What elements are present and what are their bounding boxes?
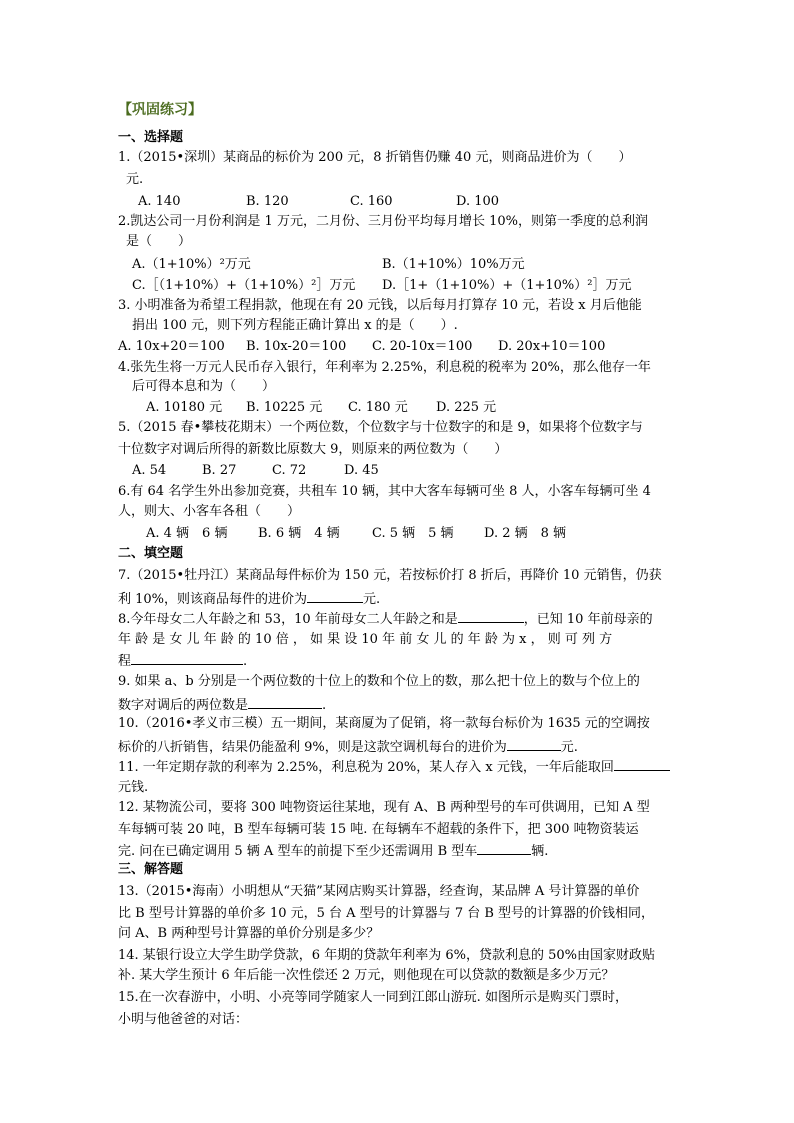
question-2-line-1: 2.凯达公司一月份利润是 1 万元，二月份、三月份平均每月增长 10%，则第一季度的总利润 bbox=[118, 214, 648, 229]
question-14-line-1: 14. 某银行设立大学生助学贷款，6 年期的贷款年利率为 6%，贷款利息的 50%由国家财政贴 bbox=[118, 948, 655, 963]
question-6-option-d: D. 2 辆 8 辆 bbox=[484, 526, 567, 541]
question-8-line-1 bbox=[118, 608, 653, 628]
question-6-option-a: A. 4 辆 6 辆 bbox=[146, 526, 228, 541]
question-9-line-1: 9. 如果 a、b 分别是一个两位数的十位上的数和个位上的数，那么把十位上的数与个位上的 bbox=[118, 674, 640, 689]
question-7-line-2 bbox=[118, 588, 380, 608]
question-4-option-c: C. 180 元 bbox=[348, 400, 408, 415]
question-8-text-3: . bbox=[243, 654, 248, 669]
question-2-line-2: 是（ ） bbox=[126, 234, 192, 249]
question-1-line-2: 元. bbox=[126, 172, 144, 187]
question-12-line-1: 12. 某物流公司，要将 300 吨物资运往某地，现有 A、B 两种型号的车可供调用，已知 A 型 bbox=[118, 800, 650, 815]
question-3-line-2: 捐出 100 元，则下列方程能正确计算出 x 的是（ ）. bbox=[132, 318, 458, 333]
question-11-line-2: 元钱. bbox=[118, 780, 149, 795]
question-2-option-b: B.（1+10%）10%万元 bbox=[382, 257, 525, 272]
question-10-line-2 bbox=[118, 736, 578, 756]
question-12-line-2: 车每辆可装 20 吨，B 型车每辆可装 15 吨. 在每辆车不超载的条件下，把 300 吨物资装运 bbox=[118, 822, 639, 837]
question-12-text-end: 辆. bbox=[531, 844, 549, 859]
question-5-option-b: B. 27 bbox=[202, 463, 237, 478]
question-1-line-1: 1.（2015•深圳）某商品的标价为 200 元，8 折销售仍赚 40 元，则商品进价为（ ） bbox=[118, 150, 632, 165]
question-9-text-end: . bbox=[322, 698, 327, 713]
question-13-line-2: 比 B 型号计算器的单价多 10 元，5 台 A 型号的计算器与 7 台 B 型号的计算器的价钱相同， bbox=[118, 906, 655, 921]
question-1-option-c: C. 160 bbox=[350, 194, 393, 209]
question-12-blank bbox=[477, 840, 531, 855]
question-9-line-2 bbox=[118, 694, 326, 714]
question-12-text: 完. 问在已确定调用 5 辆 A 型车的前提下至少还需调用 B 型车 bbox=[118, 844, 478, 859]
question-3-option-c: C. 20-10x＝100 bbox=[372, 339, 473, 354]
question-13-line-3: 问 A、B 两种型号计算器的单价分别是多少？ bbox=[118, 926, 380, 941]
question-1-option-d: D. 100 bbox=[456, 194, 500, 209]
question-8-text-2: 程 bbox=[118, 654, 132, 669]
question-6-option-b: B. 6 辆 4 辆 bbox=[258, 526, 340, 541]
question-8-text: 8.今年母女二人年龄之和 53，10 年前母女二人年龄之和是 bbox=[118, 612, 458, 627]
question-7-text-end: 元. bbox=[363, 592, 381, 607]
question-14-line-2: 补. 某大学生预计 6 年后能一次性偿还 2 万元，则他现在可以贷款的数额是多少万元？ bbox=[118, 968, 615, 983]
question-3-option-b: B. 10x-20＝100 bbox=[246, 339, 347, 354]
question-2-option-d: D.［1+（1+10%）+（1+10%）²］万元 bbox=[382, 278, 632, 293]
question-4-line-1: 4.张先生将一万元人民币存入银行，年利率为 2.25%，利息税的税率为 20%，那么他存一年 bbox=[118, 360, 651, 375]
section-fill-in-blank: 二、填空题 bbox=[118, 546, 184, 561]
question-8-text-end: ，已知 10 年前母亲的 bbox=[523, 612, 653, 627]
question-10-blank bbox=[507, 736, 561, 751]
section-problem-solving: 三、解答题 bbox=[118, 862, 184, 877]
question-8-blank-2 bbox=[131, 650, 243, 665]
question-6-line-2: 人，则大、小客车各租（ ） bbox=[118, 504, 301, 519]
question-1-option-b: B. 120 bbox=[246, 194, 289, 209]
question-4-option-b: B. 10225 元 bbox=[246, 400, 323, 415]
question-5-line-1: 5.（2015 春•攀枝花期末）一个两位数，个位数字与十位数字的和是 9，如果将个位数字与 bbox=[118, 420, 643, 435]
question-4-option-a: A. 10180 元 bbox=[146, 400, 223, 415]
question-5-option-c: C. 72 bbox=[272, 463, 307, 478]
question-6-line-1: 6.有 64 名学生外出参加竞赛，共租车 10 辆，其中大客车每辆可坐 8 人，小客车每辆可坐 4 bbox=[118, 484, 651, 499]
page-heading: 【巩固练习】 bbox=[118, 102, 202, 118]
question-11-text: 11. 一年定期存款的利率为 2.25%，利息税为 20%，某人存入 x 元钱，一年后能取回 bbox=[118, 760, 614, 775]
question-3-line-1: 3. 小明准备为希望工程捐款，他现在有 20 元钱，以后每月打算存 10 元，若设 x 月后他能 bbox=[118, 298, 642, 313]
question-12-line-3 bbox=[118, 840, 548, 860]
question-5-option-d: D. 45 bbox=[344, 463, 379, 478]
question-15-line-1: 15.在一次春游中，小明、小亮等同学随家人一同到江郎山游玩. 如图所示是购买门票时， bbox=[118, 990, 628, 1005]
question-11-line-1 bbox=[118, 756, 670, 776]
question-4-option-d: D. 225 元 bbox=[436, 400, 497, 415]
question-7-line-1: 7.（2015•牡丹江）某商品每件标价为 150 元，若按标价打 8 折后，再降价 10 元销售，仍获 bbox=[118, 568, 662, 583]
question-3-option-d: D. 20x+10＝100 bbox=[498, 339, 606, 354]
question-9-blank bbox=[248, 694, 322, 709]
question-11-blank bbox=[614, 756, 670, 771]
question-3-option-a: A. 10x+20＝100 bbox=[118, 339, 225, 354]
question-8-line-2: 年 龄 是 女 儿 年 龄 的 10 倍 ， 如 果 设 10 年 前 女 儿 的 年 龄 为 x ， 则 可 列 方 bbox=[118, 632, 613, 647]
question-8-blank-1 bbox=[458, 608, 524, 623]
question-2-option-a: A.（1+10%）²万元 bbox=[132, 257, 251, 272]
question-10-line-1: 10.（2016•孝义市三模）五一期间，某商厦为了促销，将一款每台标价为 1635 元的空调按 bbox=[118, 716, 650, 731]
question-4-line-2: 后可得本息和为（ ） bbox=[132, 379, 276, 394]
question-7-blank bbox=[307, 588, 363, 603]
question-15-line-2: 小明与他爸爸的对话： bbox=[118, 1012, 249, 1027]
question-9-text: 数字对调后的两位数是 bbox=[118, 698, 249, 713]
question-2-option-c: C.［（1+10%）+（1+10%）²］万元 bbox=[132, 278, 356, 293]
question-13-line-1: 13.（2015•海南）小明想从“天猫”某网店购买计算器，经查询，某品牌 A 号计算器的单价 bbox=[118, 884, 640, 899]
question-10-text-end: 元. bbox=[560, 740, 578, 755]
question-7-text: 利 10%，则该商品每件的进价为 bbox=[118, 592, 308, 607]
section-multiple-choice: 一、选择题 bbox=[118, 130, 184, 145]
question-1-option-a: A. 140 bbox=[138, 194, 181, 209]
question-5-line-2: 十位数字对调后所得的新数比原数大 9，则原来的两位数为（ ） bbox=[118, 442, 508, 457]
question-8-line-3 bbox=[118, 650, 247, 670]
question-6-option-c: C. 5 辆 5 辆 bbox=[372, 526, 454, 541]
question-10-text: 标价的八折销售，结果仍能盈利 9%，则是这款空调机每台的进价为 bbox=[118, 740, 507, 755]
question-5-option-a: A. 54 bbox=[132, 463, 167, 478]
